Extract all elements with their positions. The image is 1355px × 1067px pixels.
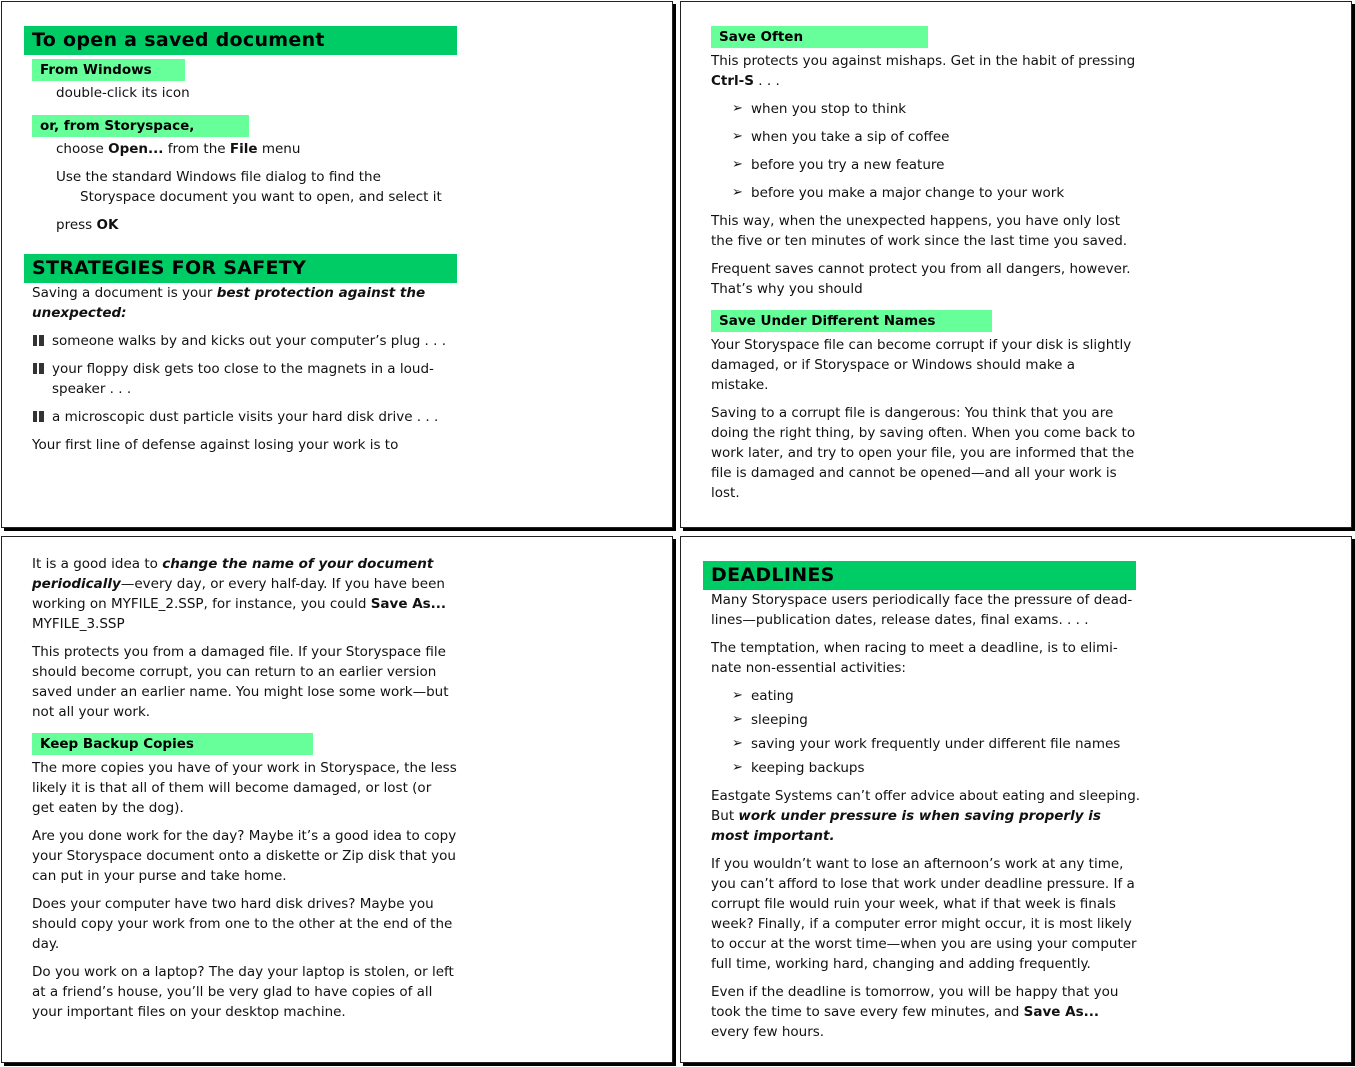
text-eastgate-3: most important.: [711, 828, 835, 844]
text-laptop-2: at a friend’s house, you’ll be very glad to have copies of all: [32, 984, 433, 1000]
bullet-text-floppy-2: speaker . . .: [52, 381, 132, 397]
text-wouldnt-4: week? Finally, if a computer error might occur, it is most likely: [711, 916, 1132, 932]
text-frequent-2: That’s why you should: [711, 281, 863, 297]
text-wouldnt-6: full time, working hard, changing and adding frequently.: [711, 956, 1091, 972]
list-item-sip-coffee: when you take a sip of coffee: [751, 129, 950, 145]
text-wouldnt-2: you can’t afford to lose that work under deadline pressure. If a: [711, 876, 1135, 892]
list-item-stop-to-think: when you stop to think: [751, 101, 907, 117]
text-this-way-2: the five or ten minutes of work since the last time you saved.: [711, 233, 1128, 249]
text-saving-2: unexpected:: [32, 305, 127, 321]
text-protects-1: This protects you from a damaged file. If your Storyspace file: [32, 644, 446, 660]
text-use-standard-2: Storyspace document you want to open, and select it: [80, 189, 442, 205]
text-many-1: Many Storyspace users periodically face the pressure of dead-: [711, 592, 1133, 608]
arrow-bullet-icon: ➢: [732, 101, 743, 116]
arrow-bullet-icon: ➢: [732, 688, 743, 703]
text-double-click: double-click its icon: [56, 85, 190, 101]
text-eastgate-2: But work under pressure is when saving properly is: [711, 808, 1101, 824]
text-press-ok: press OK: [56, 217, 119, 233]
arrow-bullet-icon: ➢: [732, 712, 743, 727]
subheading-from-windows: From Windows: [32, 59, 185, 81]
list-item-major-change: before you make a major change to your work: [751, 185, 1065, 201]
text-wouldnt-3: corrupt file would ruin your week, what if that week is finals: [711, 896, 1116, 912]
text-two-drives-1: Does your computer have two hard disk drives? Maybe you: [32, 896, 434, 912]
text-good-idea-3: working on MYFILE_2.SSP, for instance, you could Save As...: [32, 596, 447, 612]
text-more-copies-1: The more copies you have of your work in Storyspace, the less: [32, 760, 457, 776]
page-panel-open-document: [1, 1, 673, 528]
heading-open-saved-document: To open a saved document: [24, 26, 457, 55]
text-dangerous-1: Saving to a corrupt file is dangerous: You think that you are: [711, 405, 1114, 421]
text-wouldnt-1: If you wouldn’t want to lose an afternoon’s work at any time,: [711, 856, 1124, 872]
text-first-line-defense: Your first line of defense against losing your work is to: [32, 437, 399, 453]
text-protects-3: saved under an earlier name. You might lose some work—but: [32, 684, 449, 700]
text-laptop-3: your important files on your desktop machine.: [32, 1004, 346, 1020]
text-dangerous-4: file is damaged and cannot be opened—and all your work is: [711, 465, 1117, 481]
text-choose-open: choose Open... from the File menu: [56, 141, 301, 157]
text-done-3: can put in your purse and take home.: [32, 868, 287, 884]
bullet-text-plug: someone walks by and kicks out your computer’s plug . . .: [52, 333, 447, 349]
text-temptation-1: The temptation, when racing to meet a deadline, is to elimi-: [711, 640, 1118, 656]
text-protects-2: should become corrupt, you can return to an earlier version: [32, 664, 437, 680]
list-item-new-feature: before you try a new feature: [751, 157, 945, 173]
text-two-drives-3: day.: [32, 936, 60, 952]
text-myfile3: MYFILE_3.SSP: [32, 616, 125, 632]
text-even-3: every few hours.: [711, 1024, 825, 1040]
text-done-2: your Storyspace document onto a diskette or Zip disk that you: [32, 848, 456, 864]
bullet-text-floppy-1: your floppy disk gets too close to the magnets in a loud-: [52, 361, 434, 377]
square-bullet-icon: [33, 335, 44, 346]
arrow-bullet-icon: ➢: [732, 736, 743, 751]
text-use-standard-1: Use the standard Windows file dialog to find the: [56, 169, 381, 185]
text-laptop-1: Do you work on a laptop? The day your laptop is stolen, or left: [32, 964, 454, 980]
text-frequent-1: Frequent saves cannot protect you from all dangers, however.: [711, 261, 1131, 277]
text-ctrl-s: Ctrl-S . . .: [711, 73, 780, 89]
list-item-sleeping: sleeping: [751, 712, 808, 728]
text-corrupt-2: damaged, or if Storyspace or Windows should make a: [711, 357, 1076, 373]
text-done-1: Are you done work for the day? Maybe it’s a good idea to copy: [32, 828, 457, 844]
page-panel-save-often: [680, 1, 1352, 528]
text-this-way-1: This way, when the unexpected happens, you have only lost: [711, 213, 1121, 229]
arrow-bullet-icon: ➢: [732, 185, 743, 200]
text-even-1: Even if the deadline is tomorrow, you will be happy that you: [711, 984, 1119, 1000]
subheading-keep-backup-copies: Keep Backup Copies: [32, 733, 313, 755]
text-dangerous-3: work later, and try to open your file, you are informed that the: [711, 445, 1135, 461]
square-bullet-icon: [33, 363, 44, 374]
text-even-2: took the time to save every few minutes, and Save As...: [711, 1004, 1099, 1020]
arrow-bullet-icon: ➢: [732, 129, 743, 144]
text-good-idea-2: periodically—every day, or every half-day. If you have been: [32, 576, 445, 592]
bullet-text-dust: a microscopic dust particle visits your hard disk drive . . .: [52, 409, 439, 425]
text-two-drives-2: should copy your work from one to the other at the end of the: [32, 916, 453, 932]
text-protects-4: not all your work.: [32, 704, 151, 720]
text-corrupt-3: mistake.: [711, 377, 769, 393]
arrow-bullet-icon: ➢: [732, 157, 743, 172]
text-many-2: lines—publication dates, release dates, final exams. . . .: [711, 612, 1089, 628]
heading-deadlines: DEADLINES: [703, 561, 1136, 590]
list-item-saving-frequently: saving your work frequently under different file names: [751, 736, 1121, 752]
text-dangerous-5: lost.: [711, 485, 740, 501]
heading-strategies-for-safety: STRATEGIES FOR SAFETY: [24, 254, 457, 283]
text-temptation-2: nate non-essential activities:: [711, 660, 906, 676]
page-panel-change-name: [1, 536, 673, 1063]
text-more-copies-2: likely it is that all of them will become damaged, or lost (or: [32, 780, 432, 796]
subheading-from-storyspace: or, from Storyspace,: [32, 115, 249, 137]
text-eastgate-1: Eastgate Systems can’t offer advice about eating and sleeping.: [711, 788, 1141, 804]
text-saving-1: Saving a document is your best protection against the: [32, 285, 426, 301]
text-more-copies-3: get eaten by the dog).: [32, 800, 184, 816]
subheading-save-often: Save Often: [711, 26, 928, 48]
list-item-eating: eating: [751, 688, 794, 704]
text-corrupt-1: Your Storyspace file can become corrupt if your disk is slightly: [711, 337, 1132, 353]
subheading-save-under-different-names: Save Under Different Names: [711, 310, 992, 332]
text-protects-1: This protects you against mishaps. Get in the habit of pressing: [711, 53, 1136, 69]
page-panel-deadlines: [680, 536, 1352, 1063]
list-item-backups: keeping backups: [751, 760, 865, 776]
text-dangerous-2: doing the right thing, by saving often. When you come back to: [711, 425, 1136, 441]
text-good-idea-1: It is a good idea to change the name of your document: [32, 556, 434, 572]
square-bullet-icon: [33, 411, 44, 422]
arrow-bullet-icon: ➢: [732, 760, 743, 775]
text-wouldnt-5: to occur at the worst time—when you are using your computer: [711, 936, 1137, 952]
